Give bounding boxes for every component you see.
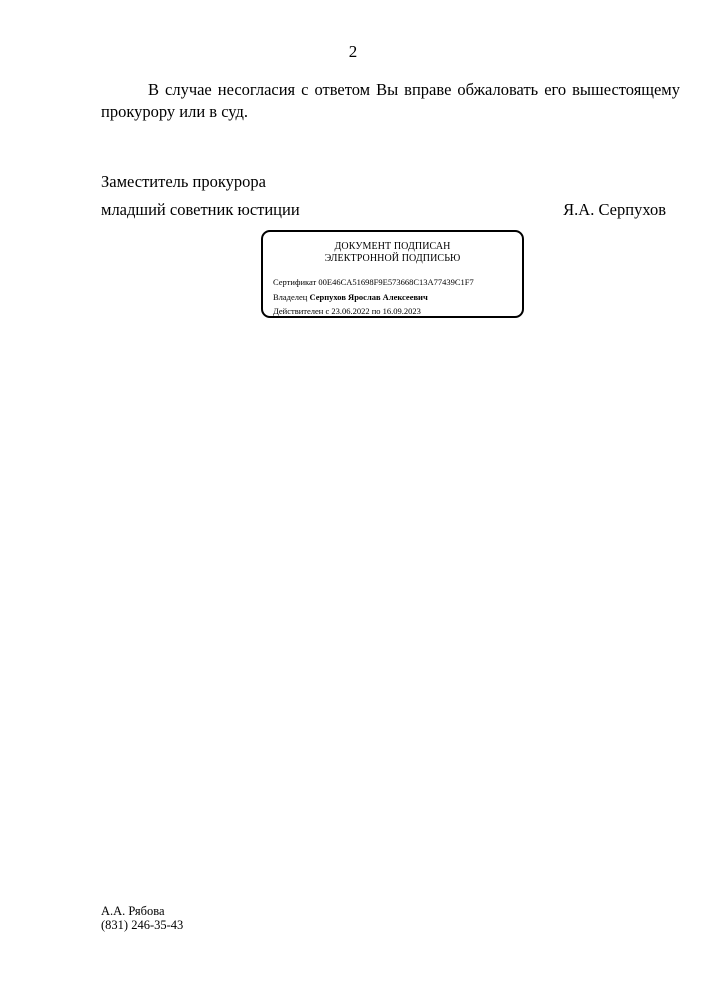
stamp-certificate-value: 00E46CA51698F9E573668C13A77439C1F7 (318, 277, 474, 287)
stamp-certificate (273, 277, 474, 287)
stamp-valid-to-label: по (371, 306, 381, 316)
stamp-valid-from: 23.06.2022 (331, 306, 370, 316)
stamp-title-line2: ЭЛЕКТРОННОЙ ПОДПИСЬЮ (324, 253, 461, 264)
electronic-signature-stamp (261, 230, 524, 318)
stamp-title-line1: ДОКУМЕНТ ПОДПИСАН (334, 241, 451, 252)
stamp-valid-to: 16.09.2023 (382, 306, 421, 316)
stamp-valid-label: Действителен с (273, 306, 330, 316)
body-paragraph: В случае несогласия с ответом Вы вправе обжаловать его вышестоящему прокурору или в суд. (101, 80, 680, 121)
signer-name: Я.А. Серпухов (563, 200, 666, 219)
stamp-certificate-label: Сертификат (273, 277, 317, 287)
executor-name: А.А. Рябова (101, 904, 165, 918)
executor-phone: (831) 246-35-43 (101, 918, 184, 932)
stamp-owner-value: Серпухов Ярослав Алексеевич (309, 292, 428, 302)
stamp-validity (273, 306, 421, 316)
stamp-owner-label: Владелец (273, 292, 308, 302)
stamp-title (263, 241, 522, 265)
page-number: 2 (348, 42, 358, 61)
executor-info (101, 904, 183, 932)
signer-rank: младший советник юстиции (101, 200, 300, 219)
signer-position: Заместитель прокурора (101, 172, 266, 191)
stamp-owner (273, 292, 428, 302)
